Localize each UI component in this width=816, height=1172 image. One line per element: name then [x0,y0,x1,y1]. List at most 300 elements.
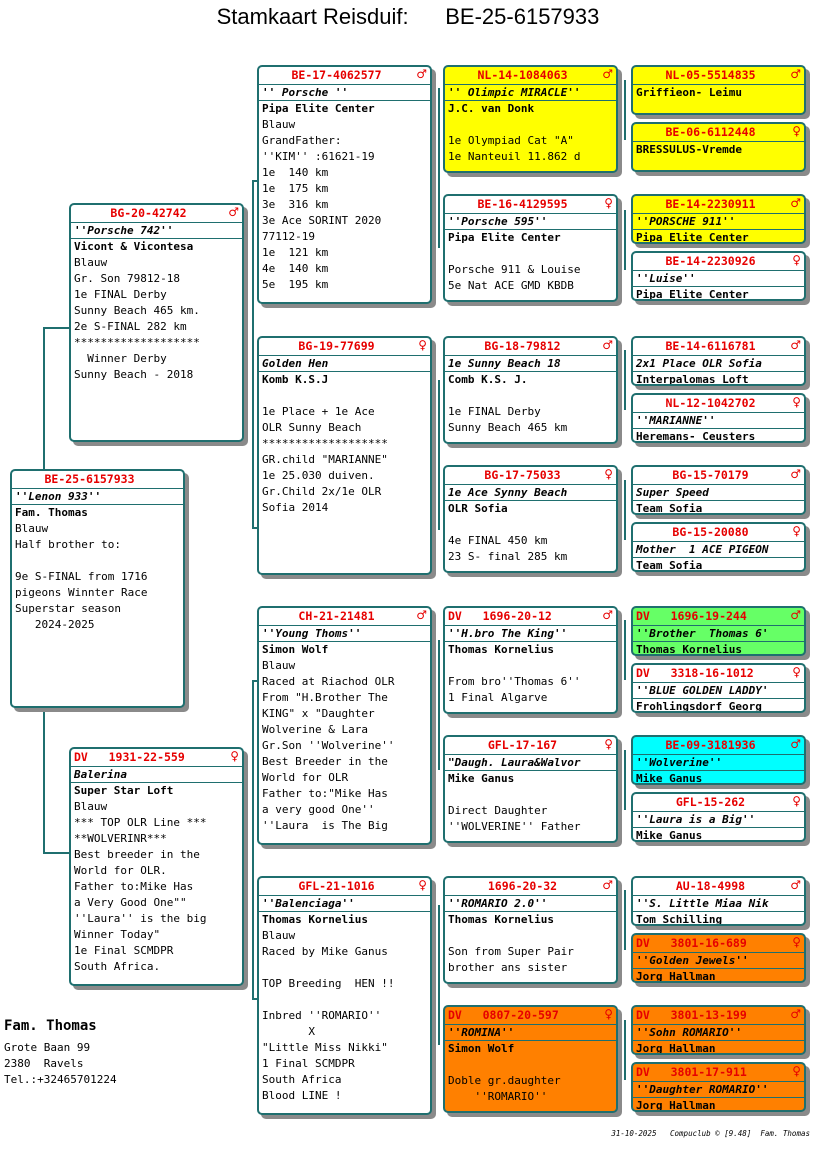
info-line: a very good One'' [262,803,375,816]
owner-address-block [4,1018,117,1088]
pedigree-card-gg-7[interactable] [631,465,806,515]
info-line: 1e 121 km [262,246,329,259]
info-line: GrandFather: [262,134,342,147]
card-header [633,124,804,142]
pigeon-name: 1e Ace Synny Beach [445,485,616,501]
pigeon-name: 2x1 Place OLR Sofia [633,356,804,372]
pedigree-card-gg-15[interactable] [631,1005,806,1055]
card-body [633,142,804,158]
pedigree-card-gg-10[interactable] [631,663,806,713]
card-header [259,67,430,85]
info-line: Father to:Mike Has [74,880,194,893]
info-line: TOP Breeding HEN !! [262,977,395,990]
male-symbol-icon: ♂ [790,196,801,210]
card-header [71,749,242,767]
info-line: ''Laura is The Big [262,819,388,832]
pedigree-card-mother-dam[interactable] [257,876,432,1115]
connector-line [252,180,254,528]
owner-line: Griffieon- Leimu [636,86,742,99]
owner-line: Jorg Hallman [636,970,716,983]
owner-line: Mike Ganus [636,829,703,842]
pedigree-card-fm-sire[interactable] [443,336,618,444]
card-header [633,67,804,85]
info-line: Blauw [74,256,108,269]
ring-number: BE-06-6112448 [665,125,756,139]
pedigree-card-father-sire[interactable] [257,65,432,304]
card-body [633,429,804,443]
info-line: 1e 25.030 duiven. [262,469,375,482]
info-line: 5e Nat ACE GMD KBDB [448,279,574,292]
card-header [633,794,804,812]
pigeon-name: ''MARIANNE'' [633,413,804,429]
pedigree-card-gg-9[interactable] [631,606,806,656]
connector-line [624,1020,626,1080]
info-line: Direct Daughter [448,804,548,817]
ring-number: 1696-20-32 [487,879,558,893]
ring-number: BE-16-4129595 [477,197,568,211]
pedigree-card-mf-dam[interactable] [443,735,618,843]
pedigree-card-gg-8[interactable] [631,522,806,572]
card-body [633,1098,804,1112]
pigeon-name: ''Daughter ROMARIO'' [633,1082,804,1098]
info-line: 9e S-FINAL from 1716 [15,570,148,583]
owner-line: Simon Wolf [262,643,329,656]
info-line: Doble gr.daughter [448,1074,561,1087]
info-line: Sunny Beach - 2018 [74,368,194,381]
info-line: From bro''Thomas 6'' [448,675,581,688]
owner-line: OLR Sofia [448,502,508,515]
pedigree-card-mother-sire[interactable] [257,606,432,845]
address-line: 2380 Ravels [4,1057,84,1070]
info-line: Blauw [74,800,108,813]
owner-line: Jorg Hallman [636,1042,716,1055]
info-line: OLR Sunny Beach [262,421,362,434]
card-header [259,338,430,356]
female-symbol-icon: ♀ [792,253,801,267]
card-body [633,828,804,842]
connector-line [624,350,626,410]
ring-number: DV 3801-17-911 [636,1065,747,1079]
male-symbol-icon: ♂ [602,67,613,81]
print-stamp: 31-10-2025 Compuclub © [9.48] Fam. Thomas [611,1129,810,1138]
info-line: Best breeder in the [74,848,200,861]
info-line: 1e FINAL Derby [448,405,541,418]
info-line: a Very Good One"" [74,896,187,909]
info-line: 23 S- final 285 km [448,550,568,563]
info-line: 77112-19 [262,230,315,243]
male-symbol-icon: ♂ [416,67,427,81]
card-body [633,642,804,656]
ring-number: BE-25-6157933 [44,472,135,486]
address-line: Grote Baan 99 [4,1041,91,1054]
card-header [633,878,804,896]
owner-line: Heremans- Ceusters [636,430,756,443]
ring-number: DV 3801-16-689 [636,936,747,950]
info-line: Sofia 2014 [262,501,329,514]
pedigree-card-gg-14[interactable] [631,933,806,983]
pigeon-name: '' Olimpic MIRACLE'' [445,85,616,101]
owner-line: Pipa Elite Center [636,288,749,301]
ring-number: GFL-21-1016 [298,879,375,893]
info-line: Blauw [262,659,296,672]
info-line: ''WOLVERINE'' Father [448,820,581,833]
connector-line [438,905,440,1045]
male-symbol-icon: ♂ [790,338,801,352]
ring-number: BG-17-75033 [484,468,561,482]
connector-line [43,327,70,329]
info-line: **WOLVERINR*** [74,832,167,845]
pedigree-card-mm-dam[interactable] [443,1005,618,1113]
info-line: 1 Final SCMDPR [262,1057,355,1070]
pedigree-card-gg-13[interactable] [631,876,806,926]
info-line: Raced at Riachod OLR [262,675,395,688]
info-line [448,928,613,944]
card-header [633,1007,804,1025]
card-header [633,395,804,413]
pigeon-name: Golden Hen [259,356,430,372]
card-body [445,642,616,706]
pigeon-name: ''ROMARIO 2.0'' [445,896,616,912]
owner-line: Pipa Elite Center [448,231,561,244]
pigeon-name: ''BLUE GOLDEN LADDY' [633,683,804,699]
female-symbol-icon: ♀ [792,935,801,949]
pigeon-name: ''PORSCHE 911'' [633,214,804,230]
female-symbol-icon: ♀ [792,665,801,679]
info-line [262,992,427,1008]
info-line: Blauw [15,522,49,535]
male-symbol-icon: ♂ [790,878,801,892]
card-body [445,230,616,294]
info-line: Inbred ''ROMARIO'' [262,1009,382,1022]
info-line: KING" x "Daughter [262,707,375,720]
pedigree-card-gg-3[interactable] [631,194,806,244]
pigeon-name: ''Porsche 742'' [71,223,242,239]
owner-line: Pipa Elite Center [262,102,375,115]
owner-name: Fam. Thomas [4,1018,97,1034]
info-line: South Africa [262,1073,342,1086]
card-body [633,230,804,244]
info-line [262,388,427,404]
pigeon-name: Mother 1 ACE PIGEON [633,542,804,558]
info-line: 1e Final SCMDPR [74,944,174,957]
ring-number: DV 0807-20-597 [448,1008,559,1022]
card-body [633,699,804,713]
male-symbol-icon: ♂ [790,467,801,481]
info-line: 1 Final Algarve [448,691,548,704]
female-symbol-icon: ♀ [604,737,613,751]
owner-line: Mike Ganus [636,772,703,785]
owner-line: Team Sofia [636,502,703,515]
card-header [445,67,616,85]
card-body [259,642,430,834]
pigeon-name: ''Luise'' [633,271,804,287]
ring-number: DV 1696-20-12 [448,609,552,623]
info-line: brother ans sister [448,961,568,974]
card-body [633,287,804,301]
owner-line: Thomas Kornelius [262,913,368,926]
connector-line [438,88,440,248]
pigeon-name: ''Porsche 595'' [445,214,616,230]
connector-line [43,708,45,854]
owner-line: Jorg Hallman [636,1099,716,1112]
card-body [633,912,804,926]
owner-line: Interpalomas Loft [636,373,749,386]
pedigree-card-gg-5[interactable] [631,336,806,386]
pedigree-card-gg-2[interactable] [631,122,806,172]
card-body [445,101,616,165]
ring-number: BE-14-2230911 [665,197,756,211]
owner-line: Tom Schilling [636,913,723,926]
owner-line: Super Star Loft [74,784,174,797]
pigeon-name: ''Young Thoms'' [259,626,430,642]
female-symbol-icon: ♀ [792,1064,801,1078]
pigeon-name: ''S. Little Miaa Nik [633,896,804,912]
male-symbol-icon: ♂ [228,205,239,219]
ring-number: NL-12-1042702 [665,396,756,410]
pedigree-card-ff-sire[interactable] [443,65,618,173]
male-symbol-icon: ♂ [416,608,427,622]
owner-line: Pipa Elite Center [636,231,749,244]
female-symbol-icon: ♀ [792,794,801,808]
card-header [445,196,616,214]
card-header [445,878,616,896]
pedigree-card-mother[interactable] [69,747,244,986]
info-line: pigeons Winnter Race [15,586,148,599]
card-header [633,665,804,683]
pedigree-card-gg-11[interactable] [631,735,806,785]
info-line [448,1057,613,1073]
card-body [71,239,242,383]
female-symbol-icon: ♀ [604,1007,613,1021]
card-header [259,878,430,896]
card-body [259,101,430,293]
info-line: *** TOP OLR Line *** [74,816,207,829]
card-header [633,737,804,755]
card-header [445,737,616,755]
info-line: Gr.Son ''Wolverine'' [262,739,395,752]
card-header [633,338,804,356]
card-body [12,505,183,633]
info-line: 5e 195 km [262,278,329,291]
info-line: 4e FINAL 450 km [448,534,548,547]
info-line [448,388,613,404]
owner-line: Fam. Thomas [15,506,88,519]
ring-number: BG-15-70179 [672,468,749,482]
pedigree-card-subject[interactable] [10,469,185,708]
ring-number: BG-18-79812 [484,339,561,353]
connector-line [624,620,626,680]
info-line: 1e FINAL Derby [74,288,167,301]
pedigree-card-father-dam[interactable] [257,336,432,575]
info-line: Half brother to: [15,538,121,551]
pigeon-name: Balerina [71,767,242,783]
pedigree-card-gg-1[interactable] [631,65,806,115]
female-symbol-icon: ♀ [418,338,427,352]
pigeon-name: ''Balenciaga'' [259,896,430,912]
info-line: Sunny Beach 465 km [448,421,568,434]
male-symbol-icon: ♂ [790,737,801,751]
card-body [259,912,430,1104]
info-line: Best Breeder in the [262,755,388,768]
pigeon-name: 1e Sunny Beach 18 [445,356,616,372]
card-body [633,771,804,785]
card-header [445,467,616,485]
card-header [633,935,804,953]
info-line: 2024-2025 [15,618,95,631]
owner-line: Mike Ganus [448,772,515,785]
owner-line: Thomas Kornelius [448,643,554,656]
info-line: 1e Olympiad Cat "A" [448,134,574,147]
card-header [633,524,804,542]
female-symbol-icon: ♀ [230,749,239,763]
card-body [633,372,804,386]
connector-line [624,750,626,810]
pigeon-name: ''Golden Jewels'' [633,953,804,969]
pedigree-card-gg-6[interactable] [631,393,806,443]
male-symbol-icon: ♂ [790,1007,801,1021]
ring-number: CH-21-21481 [298,609,375,623]
info-line: ******************* [74,336,200,349]
male-symbol-icon: ♂ [602,338,613,352]
card-header [633,196,804,214]
male-symbol-icon: ♂ [790,608,801,622]
card-body [633,85,804,101]
ring-number: GFL-17-167 [487,738,558,752]
pedigree-card-gg-4[interactable] [631,251,806,301]
info-line [15,553,180,569]
owner-line: J.C. van Donk [448,102,535,115]
info-line: 1e Nanteuil 11.862 d [448,150,581,163]
connector-line [252,680,254,1000]
card-header [259,608,430,626]
info-line: 3e Ace SORINT 2020 [262,214,382,227]
info-line: Blood LINE ! [262,1089,342,1102]
card-body [445,372,616,436]
ring-number: BE-14-6116781 [665,339,756,353]
pigeon-name: ''Sohn ROMARIO'' [633,1025,804,1041]
card-header [633,467,804,485]
card-header [71,205,242,223]
card-body [633,969,804,983]
info-line: Sunny Beach 465 km. [74,304,200,317]
info-line: 1e 175 km [262,182,329,195]
owner-line: Simon Wolf [448,1042,515,1055]
page-title: Stamkaart Reisduif: BE-25-6157933 [216,4,600,29]
info-line: 3e 316 km [262,198,329,211]
pigeon-name: Super Speed [633,485,804,501]
pigeon-name: ''Lenon 933'' [12,489,183,505]
info-line [448,117,613,133]
info-line: Superstar season [15,602,121,615]
card-header [445,338,616,356]
info-line: From "H.Brother The [262,691,388,704]
card-header [445,608,616,626]
info-line: 4e 140 km [262,262,329,275]
owner-line: Thomas Kornelius [448,913,554,926]
info-line [262,960,427,976]
card-header [445,1007,616,1025]
info-line: Winner Today" [74,928,161,941]
pedigree-card-mf-sire[interactable] [443,606,618,714]
ring-number: DV 1931-22-559 [74,750,185,764]
card-body [445,501,616,565]
pigeon-name: ''Wolverine'' [633,755,804,771]
pedigree-card-gg-12[interactable] [631,792,806,842]
pigeon-name: ''H.bro The King'' [445,626,616,642]
pedigree-card-ff-dam[interactable] [443,194,618,302]
pedigree-card-gg-16[interactable] [631,1062,806,1112]
card-header [633,1064,804,1082]
female-symbol-icon: ♀ [604,196,613,210]
info-line: Gr.Child 2x/1e OLR [262,485,382,498]
connector-line [624,890,626,950]
info-line: Raced by Mike Ganus [262,945,388,958]
pigeon-name: '' Porsche '' [259,85,430,101]
ring-number: BE-14-2230926 [665,254,756,268]
pedigree-card-mm-sire[interactable] [443,876,618,984]
ring-number: DV 3801-13-199 [636,1008,747,1022]
info-line: Blauw [262,118,296,131]
ring-number: DV 1696-19-244 [636,609,747,623]
ring-number: BG-15-20080 [672,525,749,539]
ring-number: BG-20-42742 [110,206,187,220]
info-line: Winner Derby [74,352,167,365]
info-line: "Little Miss Nikki" [262,1041,388,1054]
info-line: 1e 140 km [262,166,329,179]
info-line: ''ROMARIO'' [448,1090,548,1103]
ring-number: BG-19-77699 [298,339,375,353]
card-body [445,912,616,976]
connector-line [438,640,440,770]
card-header [633,608,804,626]
pedigree-card-fm-dam[interactable] [443,465,618,573]
info-line: Wolverine & Lara [262,723,368,736]
pedigree-card-father[interactable] [69,203,244,442]
male-symbol-icon: ♂ [602,878,613,892]
ring-number: AU-18-4998 [675,879,746,893]
info-line: X [262,1025,315,1038]
owner-line: Vicont & Vicontesa [74,240,194,253]
ring-number: GFL-15-262 [675,795,746,809]
pigeon-name: ''ROMINA'' [445,1025,616,1041]
info-line: GR.child "MARIANNE" [262,453,388,466]
connector-line [43,852,70,854]
card-body [633,558,804,572]
info-line: Son from Super Pair [448,945,574,958]
info-line: ''KIM'' :61621-19 [262,150,375,163]
info-line: World for OLR. [74,864,167,877]
card-body [71,783,242,975]
male-symbol-icon: ♂ [602,608,613,622]
card-body [445,771,616,835]
card-header [12,471,183,489]
connector-line [43,327,45,469]
info-line: ******************* [262,437,388,450]
info-line: Father to:"Mike Has [262,787,388,800]
owner-line: BRESSULUS-Vremde [636,143,742,156]
owner-line: Frohlingsdorf Georg [636,700,762,713]
connector-line [624,80,626,140]
ring-number: BE-17-4062577 [291,68,382,82]
card-body [633,501,804,515]
info-line: World for OLR [262,771,349,784]
connector-line [624,210,626,270]
pigeon-name: ''Laura is a Big'' [633,812,804,828]
female-symbol-icon: ♀ [792,124,801,138]
card-body [259,372,430,516]
info-line [448,787,613,803]
info-line [448,246,613,262]
